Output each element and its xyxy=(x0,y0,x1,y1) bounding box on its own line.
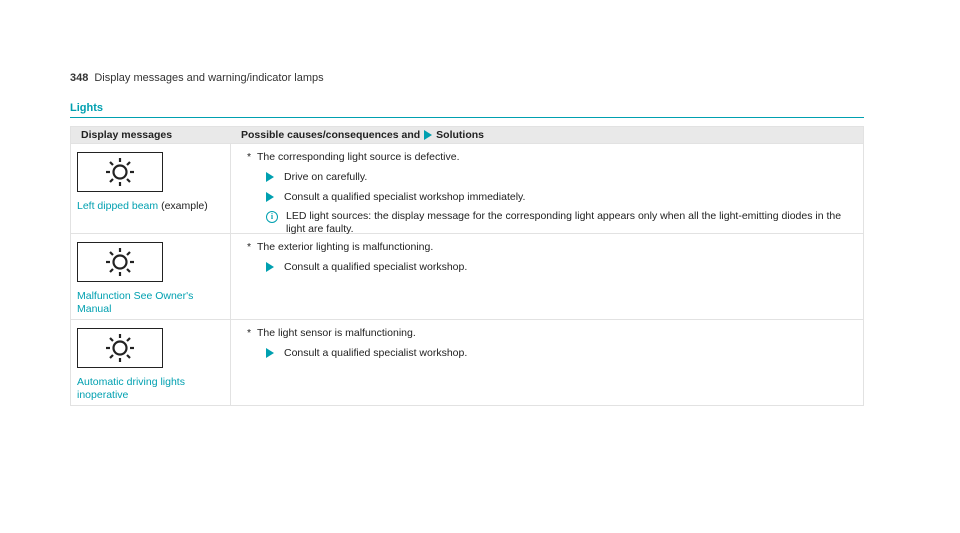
solution-step-text: Drive on carefully. xyxy=(284,171,368,183)
solution-step xyxy=(266,261,863,274)
solution-step xyxy=(266,171,863,184)
cause-item xyxy=(247,241,863,254)
solution-step-text: Consult a qualified specialist workshop. xyxy=(284,261,468,273)
display-message-text xyxy=(77,290,217,316)
display-message-text xyxy=(77,376,217,402)
solution-arrow-icon xyxy=(266,172,274,182)
cause-item xyxy=(247,327,863,340)
display-message-cell xyxy=(71,144,231,233)
display-messages-table xyxy=(70,126,864,406)
display-message-cell xyxy=(71,320,231,405)
column-header-causes-label: Possible causes/consequences and xyxy=(241,129,421,141)
solution-arrow-icon xyxy=(266,192,274,202)
info-icon: i xyxy=(266,211,278,223)
section-divider xyxy=(70,117,864,118)
page-header xyxy=(70,72,324,84)
display-message-link[interactable]: Automatic driving lights inoperative xyxy=(77,376,185,401)
column-header-causes xyxy=(231,127,863,143)
display-message-suffix: (example) xyxy=(158,200,208,212)
table-header xyxy=(71,127,863,143)
section-title: Lights xyxy=(70,102,103,114)
page-number: 348 xyxy=(70,72,89,84)
light-bulb-icon xyxy=(77,152,163,192)
page-header-title: Display messages and warning/indicator lamps xyxy=(94,72,324,84)
display-message-link[interactable]: Malfunction See Owner's Manual xyxy=(77,290,194,315)
solution-step xyxy=(266,191,863,204)
causes-cell xyxy=(231,234,863,319)
solution-step-text: Consult a qualified specialist workshop immediately. xyxy=(284,191,526,203)
column-header-display-messages: Display messages xyxy=(81,129,173,141)
light-bulb-icon xyxy=(77,328,163,368)
info-note xyxy=(266,210,863,236)
solution-arrow-icon xyxy=(424,130,432,140)
causes-cell xyxy=(231,320,863,405)
causes-cell xyxy=(231,144,863,233)
solution-arrow-icon xyxy=(266,262,274,272)
display-message-link[interactable]: Left dipped beam xyxy=(77,200,159,212)
solution-arrow-icon xyxy=(266,348,274,358)
column-header-solutions-label: Solutions xyxy=(436,129,485,141)
cause-marker: * xyxy=(247,151,252,163)
display-message-cell xyxy=(71,234,231,319)
table-row xyxy=(71,233,863,319)
display-message-text xyxy=(77,200,230,213)
cause-marker: * xyxy=(247,327,252,339)
cause-text: The light sensor is malfunctioning. xyxy=(257,327,416,339)
cause-item xyxy=(247,151,863,164)
light-bulb-icon xyxy=(77,242,163,282)
cause-text: The corresponding light source is defective. xyxy=(257,151,460,163)
table-row xyxy=(71,319,863,405)
table-row xyxy=(71,143,863,233)
info-note-text: LED light sources: the display message for the corresponding light appears only when all the light-emitting diodes in the light are faulty. xyxy=(286,210,842,235)
solution-step xyxy=(266,347,863,360)
cause-marker: * xyxy=(247,241,252,253)
cause-text: The exterior lighting is malfunctioning. xyxy=(257,241,434,253)
solution-step-text: Consult a qualified specialist workshop. xyxy=(284,347,468,359)
